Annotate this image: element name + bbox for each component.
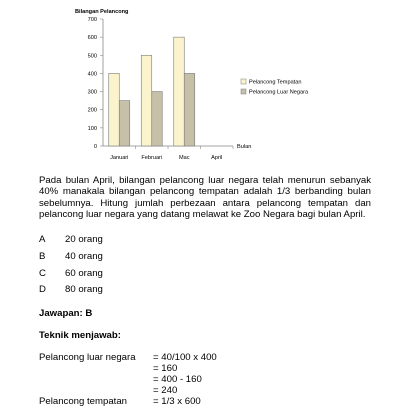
working-line: = 40/100 x 400 [153,352,217,363]
y-tick-label: 100 [87,125,97,132]
option-d [39,284,103,295]
option-text: 60 orang [65,268,103,279]
working-label-local: Pelancong tempatan [39,396,128,407]
y-tick-label: 300 [87,89,97,96]
working-label-foreign: Pelancong luar negara [39,352,136,363]
option-b [39,251,103,262]
legend-swatch [241,79,246,84]
option-text: 40 orang [65,251,103,262]
working-line: = 1/3 x 600 [153,396,201,407]
legend-label: Pelancong Tempatan [249,79,302,86]
bar [119,101,130,146]
y-tick-label: 0 [93,144,97,150]
y-axis-title: Bilangan Pelancong [75,9,129,15]
working-line: = 400 - 160 [153,374,202,385]
y-tick-label: 600 [87,35,97,42]
bar [174,37,185,146]
bar-chart [0,0,400,170]
working-line: = 240 [153,385,178,396]
legend-swatch [241,89,246,94]
technique-label: Teknik menjawab: [39,330,121,341]
bar [141,55,152,146]
question-text: Pada bulan April, bilangan pelancong luar negara telah menurun sebanyak 40% manakala bilangan pelancong tempatan adalah 1/3 berbanding bulan sebelumnya. Hitung jumlah perbezaan antara pelancong tempatan dan pelancong luar negara yang datang melawat ke Zoo Negara bagi bulan April. [39,175,371,221]
x-tick-label: Januari [110,155,129,161]
option-letter: D [39,284,46,295]
option-a [39,234,103,245]
answer-label: Jawapan: B [39,308,93,319]
option-letter: A [39,234,46,245]
bar [184,73,195,146]
legend [241,79,309,96]
option-letter: C [39,268,46,279]
legend-label: Pelancong Luar Negara [249,89,309,96]
x-axis-title: Bulan [237,144,252,150]
working-line: = 160 [153,363,178,374]
x-tick-label: Februari [141,155,163,161]
y-tick-label: 500 [87,53,97,60]
x-tick-label: Mac [178,155,190,161]
option-text: 20 orang [65,234,103,245]
plot-area [88,17,233,161]
option-text: 80 orang [65,284,103,295]
y-tick-label: 700 [87,17,97,23]
y-tick-label: 400 [87,71,97,78]
option-c [39,268,103,279]
x-tick-label: April [211,155,223,161]
bar [152,92,163,146]
y-tick-label: 200 [87,107,97,114]
option-letter: B [39,251,46,262]
bar [109,73,120,146]
